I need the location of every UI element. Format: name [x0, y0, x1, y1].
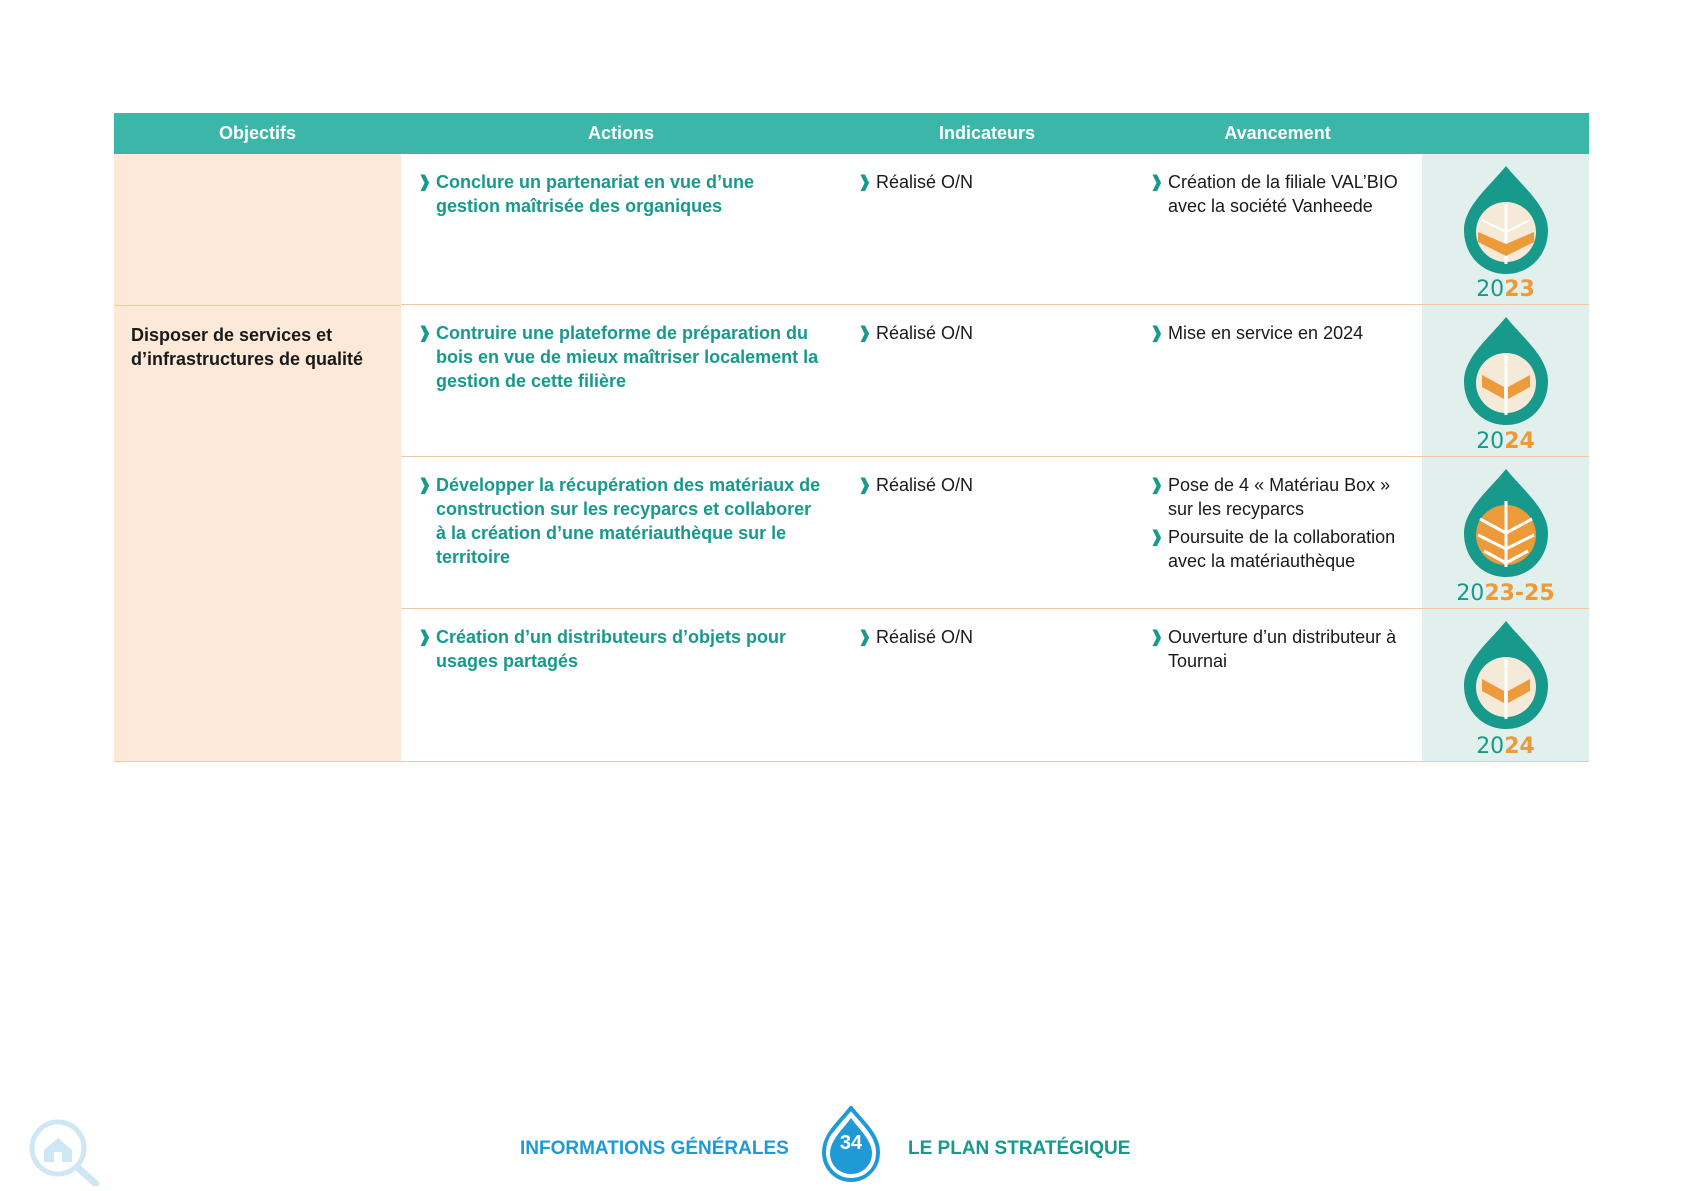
year-badge	[1422, 457, 1589, 608]
table-header	[114, 113, 1589, 154]
header-actions: Actions	[587, 123, 654, 143]
progress-text: Poursuite de la collaboration avec la matériauthèque	[1168, 527, 1396, 571]
leaf-drop-icon	[1460, 619, 1552, 731]
table-body	[114, 154, 1589, 762]
year-label: 2024	[1476, 734, 1535, 759]
indicator-text: Réalisé O/N	[876, 172, 974, 192]
header-avancement: Avancement	[1224, 123, 1331, 143]
year-label: 2023	[1476, 277, 1535, 302]
leaf-drop-icon	[1460, 164, 1552, 276]
objective-divider	[114, 305, 401, 306]
action-cell	[418, 170, 823, 222]
indicator-cell	[858, 473, 1108, 501]
leaf-drop-icon	[1460, 467, 1552, 579]
progress-item	[1150, 321, 1410, 345]
chevron-bullet-icon: ❱	[858, 477, 872, 494]
progress-cell	[1150, 170, 1410, 222]
indicator-item	[858, 625, 1108, 649]
chevron-bullet-icon: ❱	[1150, 477, 1164, 494]
year-badge	[1422, 154, 1589, 304]
chevron-bullet-icon: ❱	[418, 629, 432, 646]
year-label: 2024	[1476, 429, 1535, 454]
progress-item	[1150, 525, 1410, 573]
progress-cell	[1150, 321, 1410, 349]
header-objectifs: Objectifs	[218, 123, 297, 143]
progress-text: Pose de 4 « Matériau Box » sur les recyparcs	[1168, 475, 1391, 519]
chevron-bullet-icon: ❱	[1150, 629, 1164, 646]
year-badge	[1422, 305, 1589, 456]
indicator-item	[858, 321, 1108, 345]
indicator-cell	[858, 625, 1108, 653]
action-text: Création d’un distributeurs d’objets pour usages partagés	[436, 627, 787, 671]
house-magnifier-icon	[26, 1118, 102, 1186]
action-text: Développer la récupération des matériaux de construction sur les recyparcs et collaborer à la création d’une matériauthèque sur le territoire	[436, 475, 821, 567]
indicator-cell	[858, 170, 1108, 198]
page-number: 34	[839, 1132, 863, 1154]
chevron-bullet-icon: ❱	[858, 325, 872, 342]
action-cell	[418, 625, 823, 677]
progress-text: Création de la filiale VAL’BIO avec la société Vanheede	[1168, 172, 1398, 216]
action-item	[418, 170, 823, 218]
footer-section-link[interactable]: INFORMATIONS GÉNÉRALES	[520, 1138, 789, 1159]
table-row	[401, 305, 1589, 457]
action-item	[418, 473, 823, 569]
indicator-item	[858, 170, 1108, 194]
page-footer	[0, 1100, 1684, 1180]
objective-label: Disposer de services et d’infrastructures de qualité	[131, 325, 364, 369]
action-text: Contruire une plateforme de préparation du bois en vue de mieux maîtriser localement la gestion de cette filière	[436, 323, 819, 391]
header-indicateurs: Indicateurs	[938, 123, 1036, 143]
table-row	[401, 457, 1589, 609]
action-plan-table	[114, 113, 1589, 762]
chevron-bullet-icon: ❱	[418, 477, 432, 494]
action-item	[418, 321, 823, 393]
progress-item	[1150, 473, 1410, 521]
chevron-bullet-icon: ❱	[418, 325, 432, 342]
action-item	[418, 625, 823, 673]
chevron-bullet-icon: ❱	[858, 629, 872, 646]
leaf-drop-icon	[1460, 315, 1552, 427]
chevron-bullet-icon: ❱	[1150, 325, 1164, 342]
footer-section-title[interactable]: LE PLAN STRATÉGIQUE	[908, 1138, 1131, 1159]
progress-text: Mise en service en 2024	[1168, 323, 1364, 343]
progress-text: Ouverture d’un distributeur à Tournai	[1168, 627, 1397, 671]
chevron-bullet-icon: ❱	[1150, 174, 1164, 191]
indicator-text: Réalisé O/N	[876, 627, 974, 647]
progress-cell	[1150, 625, 1410, 677]
action-cell	[418, 473, 823, 573]
indicator-item	[858, 473, 1108, 497]
chevron-bullet-icon: ❱	[418, 174, 432, 191]
progress-item	[1150, 625, 1410, 673]
table-row	[401, 609, 1589, 762]
action-cell	[418, 321, 823, 397]
indicator-text: Réalisé O/N	[876, 475, 974, 495]
table-row	[401, 154, 1589, 305]
objective-column	[114, 154, 401, 762]
chevron-bullet-icon: ❱	[858, 174, 872, 191]
progress-item	[1150, 170, 1410, 218]
indicator-text: Réalisé O/N	[876, 323, 974, 343]
year-badge	[1422, 609, 1589, 761]
chevron-bullet-icon: ❱	[1150, 529, 1164, 546]
action-text: Conclure un partenariat en vue d’une gestion maîtrisée des organiques	[436, 172, 755, 216]
year-label: 2023-25	[1456, 581, 1555, 606]
progress-cell	[1150, 473, 1410, 577]
indicator-cell	[858, 321, 1108, 349]
